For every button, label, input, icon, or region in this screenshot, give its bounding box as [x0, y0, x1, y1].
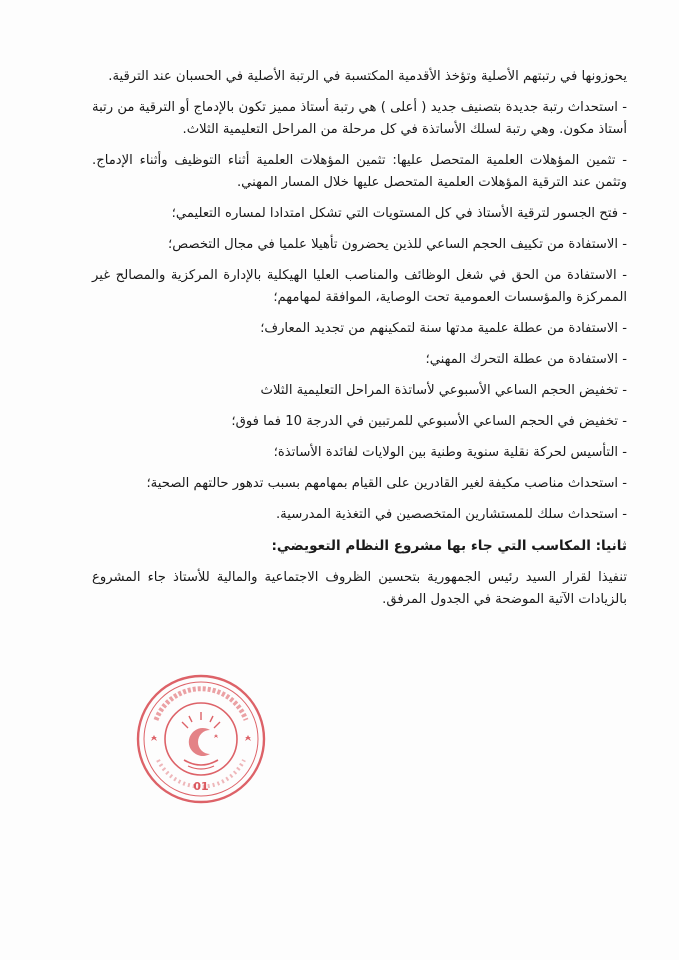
paragraph-7: - الاستفادة من عطلة علمية مدتها سنة لتمكينهم من تجديد المعارف؛	[260, 321, 627, 336]
paragraph-2: - استحداث رتبة جديدة بتصنيف جديد ( أعلى ) هي رتبة أستاذ مميز تكون بالإدماج أو الترقية من رتبة أستاذ مكون. وهي رتبة لسلك الأساتذة في كل مرحلة من المراحل التعليمية الثلاث.	[92, 100, 627, 137]
official-seal-icon	[134, 672, 268, 806]
paragraph-3: - تثمين المؤهلات العلمية المتحصل عليها: تثمين المؤهلات العلمية أثناء التوظيف وأثناء الإدماج. وتثمن عند الترقية المؤهلات العلمية المتحصل عليها خلال المسار المهني.	[92, 153, 627, 190]
paragraph-12: - استحداث مناصب مكيفة لغير القادرين على القيام بمهامهم بسبب تدهور حالتهم الصحية؛	[146, 476, 627, 491]
paragraph-4: - فتح الجسور لترقية الأستاذ في كل المستويات التي تشكل امتدادا لمساره التعليمي؛	[171, 206, 627, 221]
final-paragraph: تنفيذا لقرار السيد رئيس الجمهورية بتحسين الظروف الاجتماعية والمالية للأستاذ جاء المشروع بالزيادات الآتية الموضحة في الجدول المرفق.	[92, 570, 627, 607]
stamp-number: 01	[193, 780, 209, 793]
document-body	[92, 66, 627, 620]
paragraph-8: - الاستفادة من عطلة التحرك المهني؛	[425, 352, 627, 367]
paragraph-5: - الاستفادة من تكييف الحجم الساعي للذين يحضرون تأهيلا علميا في مجال التخصص؛	[168, 237, 627, 252]
paragraph-6: - الاستفادة من الحق في شغل الوظائف والمناصب العليا الهيكلية بالإدارة المركزية والمصالح غير الممركزة والمؤسسات العمومية تحت الوصاية، الموافقة لمهامهم؛	[92, 268, 627, 305]
paragraph-9: - تخفيض الحجم الساعي الأسبوعي لأساتذة المراحل التعليمية الثلاث	[260, 383, 627, 398]
paragraph-10: - تخفيض في الحجم الساعي الأسبوعي للمرتبين في الدرجة 10 فما فوق؛	[231, 414, 627, 429]
section-heading: ثانيا: المكاسب التي جاء بها مشروع النظام التعويضي:	[271, 538, 627, 554]
paragraph-11: - التأسيس لحركة نقلية سنوية وطنية بين الولايات لفائدة الأساتذة؛	[273, 445, 627, 460]
paragraph-1: يحوزونها في رتبتهم الأصلية وتؤخذ الأقدمية المكتسبة في الرتبة الأصلية في الحسبان عند الترقية.	[108, 69, 627, 84]
paragraph-13: - استحداث سلك للمستشارين المتخصصين في التغذية المدرسية.	[275, 507, 627, 522]
